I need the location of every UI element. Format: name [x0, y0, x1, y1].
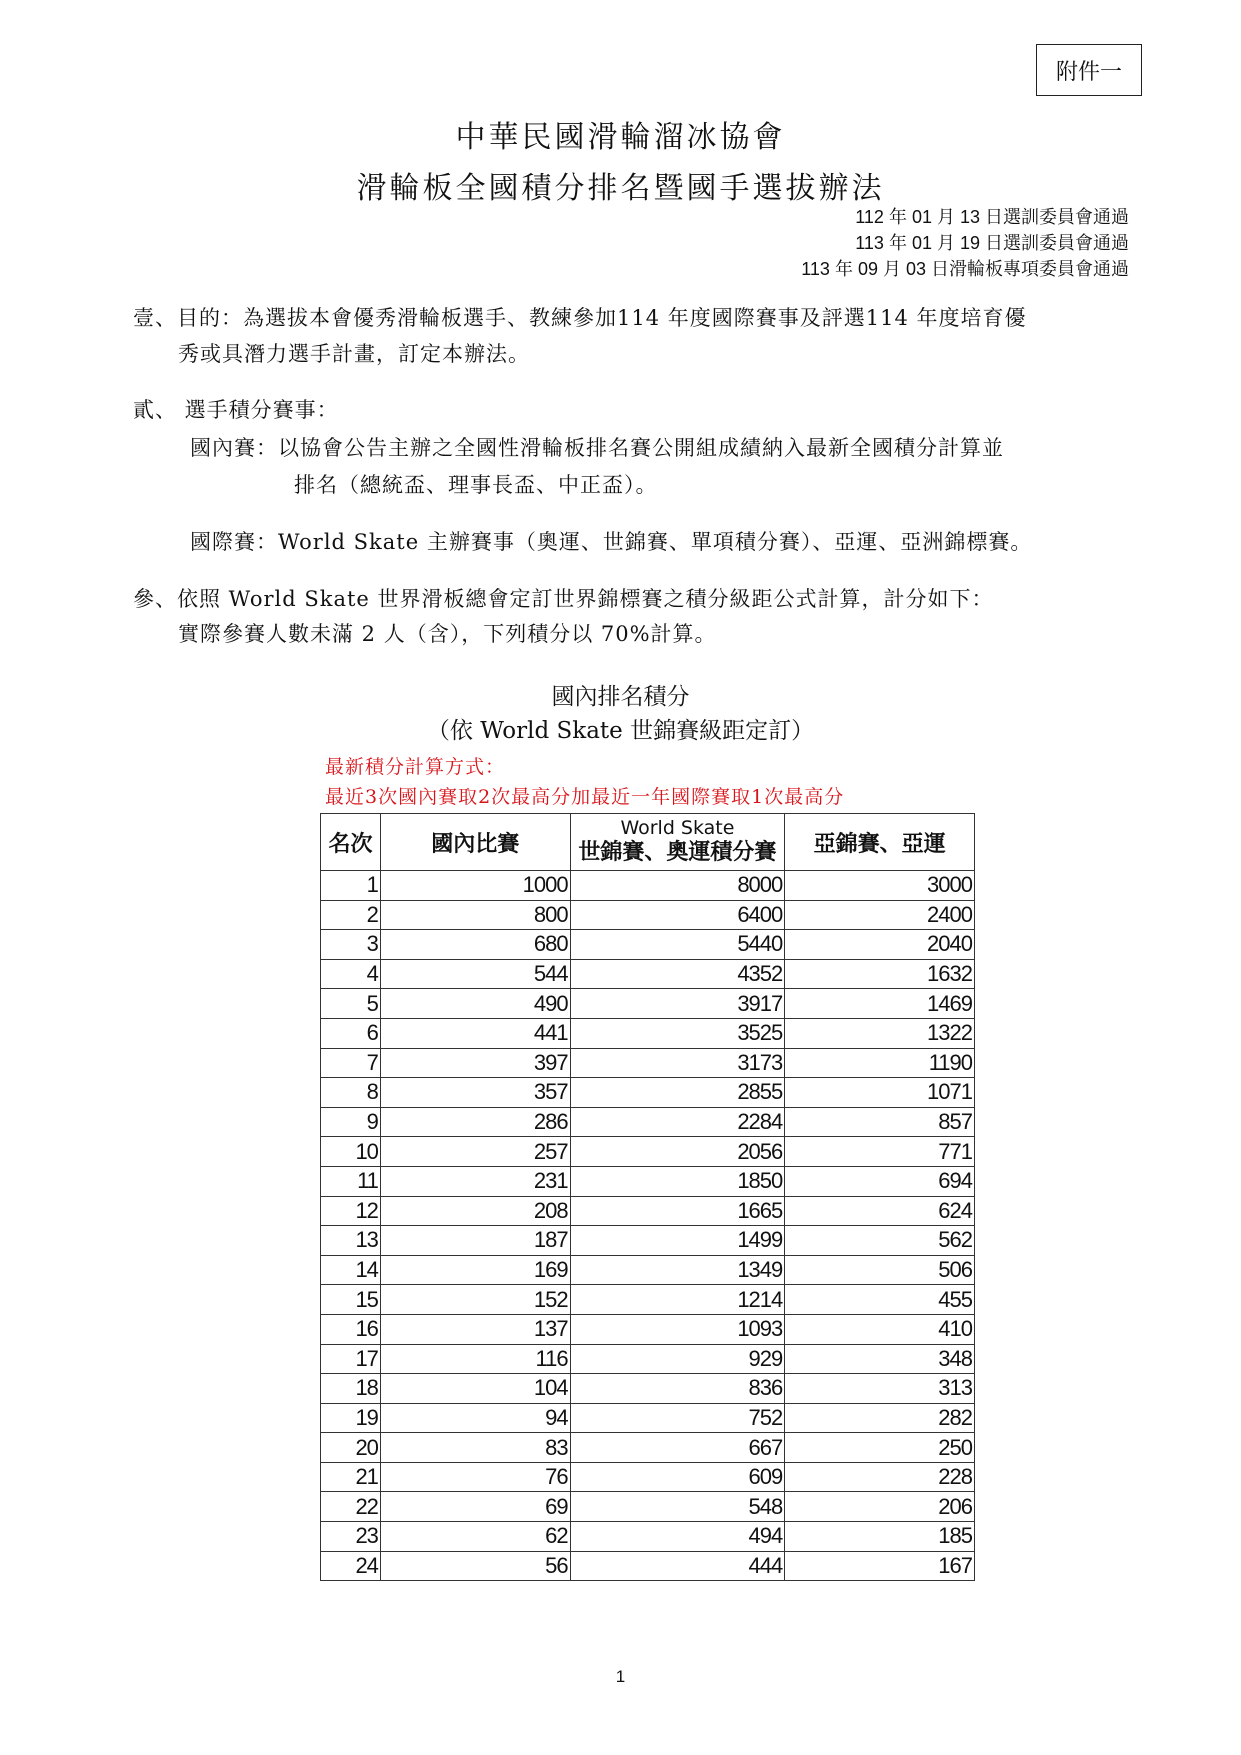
cell-domestic: 231: [380, 1166, 570, 1196]
table-row: [321, 1255, 975, 1285]
cell-world-skate: 1499: [570, 1226, 785, 1256]
cell-rank: 7: [321, 1048, 381, 1078]
approval-dates: [801, 204, 1129, 282]
cell-asian: 857: [785, 1107, 975, 1137]
cell-domestic: 187: [380, 1226, 570, 1256]
table-row: [321, 1137, 975, 1167]
cell-asian: 771: [785, 1137, 975, 1167]
cell-asian: 624: [785, 1196, 975, 1226]
cell-rank: 8: [321, 1078, 381, 1108]
table-row: [321, 1048, 975, 1078]
cell-domestic: 56: [380, 1551, 570, 1581]
cell-asian: 1632: [785, 959, 975, 989]
cell-domestic: 69: [380, 1492, 570, 1522]
cell-asian: 3000: [785, 871, 975, 901]
cell-domestic: 357: [380, 1078, 570, 1108]
table-row: [321, 1018, 975, 1048]
cell-rank: 2: [321, 900, 381, 930]
cell-world-skate: 1093: [570, 1314, 785, 1344]
cell-world-skate: 3917: [570, 989, 785, 1019]
calc-note-heading: 最新積分計算方式：: [325, 756, 506, 778]
cell-domestic: 76: [380, 1462, 570, 1492]
cell-rank: 5: [321, 989, 381, 1019]
cell-domestic: 680: [380, 930, 570, 960]
table-row: [321, 1433, 975, 1463]
cell-rank: 1: [321, 871, 381, 901]
cell-world-skate: 1665: [570, 1196, 785, 1226]
cell-asian: 694: [785, 1166, 975, 1196]
cell-domestic: 169: [380, 1255, 570, 1285]
cell-asian: 455: [785, 1285, 975, 1315]
cell-rank: 23: [321, 1522, 381, 1552]
cell-asian: 506: [785, 1255, 975, 1285]
cell-domestic: 116: [380, 1344, 570, 1374]
attachment-label: 附件一: [1036, 44, 1142, 96]
table-row: [321, 1166, 975, 1196]
cell-world-skate: 548: [570, 1492, 785, 1522]
cell-rank: 12: [321, 1196, 381, 1226]
cell-rank: 24: [321, 1551, 381, 1581]
cell-rank: 10: [321, 1137, 381, 1167]
cell-rank: 11: [321, 1166, 381, 1196]
cell-asian: 2040: [785, 930, 975, 960]
header-domestic: 國內比賽: [380, 814, 570, 871]
table-row: [321, 1551, 975, 1581]
cell-asian: 410: [785, 1314, 975, 1344]
approval-line: 113 年 09 月 03 日滑輪板專項委員會通過: [801, 259, 1129, 279]
cell-world-skate: 1349: [570, 1255, 785, 1285]
cell-asian: 282: [785, 1403, 975, 1433]
cell-rank: 4: [321, 959, 381, 989]
cell-world-skate: 1850: [570, 1166, 785, 1196]
cell-domestic: 83: [380, 1433, 570, 1463]
cell-domestic: 544: [380, 959, 570, 989]
header-world-skate-top: World Skate: [620, 817, 735, 839]
cell-asian: 562: [785, 1226, 975, 1256]
table-row: [321, 1196, 975, 1226]
cell-rank: 18: [321, 1374, 381, 1404]
cell-rank: 6: [321, 1018, 381, 1048]
section2-heading: 貳、 選手積分賽事：: [133, 398, 339, 422]
cell-rank: 9: [321, 1107, 381, 1137]
table-row: [321, 1522, 975, 1552]
cell-asian: 1190: [785, 1048, 975, 1078]
cell-world-skate: 1214: [570, 1285, 785, 1315]
document-subtitle: 滑輪板全國積分排名暨國手選拔辦法: [356, 171, 885, 206]
cell-domestic: 137: [380, 1314, 570, 1344]
section3-line2: 實際參賽人數未滿 2 人（含），下列積分以 70%計算。: [178, 622, 717, 646]
cell-domestic: 286: [380, 1107, 570, 1137]
cell-asian: 228: [785, 1462, 975, 1492]
cell-asian: 1322: [785, 1018, 975, 1048]
cell-domestic: 800: [380, 900, 570, 930]
section3-line1: 參、依照 World Skate 世界滑板總會定訂世界錦標賽之積分級距公式計算，計分如下：: [133, 587, 994, 611]
section1-line1: 壹、目的：為選拔本會優秀滑輪板選手、教練參加114 年度國際賽事及評選114 年度培育優: [133, 306, 1027, 330]
table-row: [321, 1078, 975, 1108]
cell-rank: 21: [321, 1462, 381, 1492]
table-row: [321, 1462, 975, 1492]
cell-rank: 20: [321, 1433, 381, 1463]
section2-international: 國際賽：World Skate 主辦賽事（奧運、世錦賽、單項積分賽）、亞運、亞洲錦標賽。: [190, 530, 1033, 554]
cell-world-skate: 836: [570, 1374, 785, 1404]
cell-domestic: 208: [380, 1196, 570, 1226]
header-asian: 亞錦賽、亞運: [785, 814, 975, 871]
table-row: [321, 900, 975, 930]
cell-world-skate: 929: [570, 1344, 785, 1374]
points-table-body: [321, 871, 975, 1581]
cell-rank: 13: [321, 1226, 381, 1256]
table-row: [321, 989, 975, 1019]
cell-domestic: 397: [380, 1048, 570, 1078]
section1-line2: 秀或具潛力選手計畫，訂定本辦法。: [178, 342, 530, 366]
page-number: 1: [615, 1667, 626, 1686]
table-row: [321, 1285, 975, 1315]
cell-world-skate: 494: [570, 1522, 785, 1552]
cell-asian: 167: [785, 1551, 975, 1581]
table-row: [321, 1344, 975, 1374]
calc-note-rule: 最近3次國內賽取2次最高分加最近一年國際賽取1次最高分: [325, 786, 845, 808]
table-row: [321, 1314, 975, 1344]
section2-domestic-line1: 國內賽：以協會公告主辦之全國性滑輪板排名賽公開組成績納入最新全國積分計算並: [190, 436, 1004, 460]
table-row: [321, 1374, 975, 1404]
table-header-row: [321, 814, 975, 871]
cell-world-skate: 8000: [570, 871, 785, 901]
cell-rank: 17: [321, 1344, 381, 1374]
cell-asian: 348: [785, 1344, 975, 1374]
header-rank: 名次: [321, 814, 381, 871]
table-row: [321, 871, 975, 901]
cell-world-skate: 667: [570, 1433, 785, 1463]
section2-domestic-line2: 排名（總統盃、理事長盃、中正盃）。: [294, 473, 658, 497]
table-row: [321, 930, 975, 960]
table-row: [321, 1107, 975, 1137]
table-row: [321, 1492, 975, 1522]
table-caption-subtitle: （依 World Skate 世錦賽級距定訂）: [426, 718, 815, 744]
cell-domestic: 152: [380, 1285, 570, 1315]
cell-asian: 1469: [785, 989, 975, 1019]
cell-domestic: 94: [380, 1403, 570, 1433]
table-row: [321, 1403, 975, 1433]
cell-world-skate: 3173: [570, 1048, 785, 1078]
points-table: [320, 813, 975, 1581]
cell-domestic: 257: [380, 1137, 570, 1167]
cell-asian: 1071: [785, 1078, 975, 1108]
cell-domestic: 62: [380, 1522, 570, 1552]
cell-asian: 206: [785, 1492, 975, 1522]
document-title: 中華民國滑輪溜冰協會: [455, 120, 786, 155]
cell-domestic: 441: [380, 1018, 570, 1048]
table-row: [321, 959, 975, 989]
cell-world-skate: 6400: [570, 900, 785, 930]
cell-world-skate: 2056: [570, 1137, 785, 1167]
cell-asian: 2400: [785, 900, 975, 930]
approval-line: 113 年 01 月 19 日選訓委員會通過: [855, 233, 1129, 253]
cell-world-skate: 4352: [570, 959, 785, 989]
cell-world-skate: 5440: [570, 930, 785, 960]
cell-world-skate: 3525: [570, 1018, 785, 1048]
cell-world-skate: 444: [570, 1551, 785, 1581]
cell-rank: 15: [321, 1285, 381, 1315]
header-world-skate: [570, 814, 785, 871]
cell-asian: 250: [785, 1433, 975, 1463]
approval-line: 112 年 01 月 13 日選訓委員會通過: [855, 207, 1129, 227]
cell-rank: 22: [321, 1492, 381, 1522]
cell-domestic: 1000: [380, 871, 570, 901]
table-caption-title: 國內排名積分: [551, 684, 690, 710]
cell-rank: 19: [321, 1403, 381, 1433]
cell-rank: 14: [321, 1255, 381, 1285]
cell-rank: 16: [321, 1314, 381, 1344]
cell-world-skate: 2855: [570, 1078, 785, 1108]
cell-rank: 3: [321, 930, 381, 960]
cell-domestic: 490: [380, 989, 570, 1019]
cell-world-skate: 2284: [570, 1107, 785, 1137]
cell-domestic: 104: [380, 1374, 570, 1404]
table-row: [321, 1226, 975, 1256]
cell-world-skate: 609: [570, 1462, 785, 1492]
cell-world-skate: 752: [570, 1403, 785, 1433]
header-world-skate-bottom: 世錦賽、奧運積分賽: [578, 840, 777, 865]
cell-asian: 185: [785, 1522, 975, 1552]
cell-asian: 313: [785, 1374, 975, 1404]
